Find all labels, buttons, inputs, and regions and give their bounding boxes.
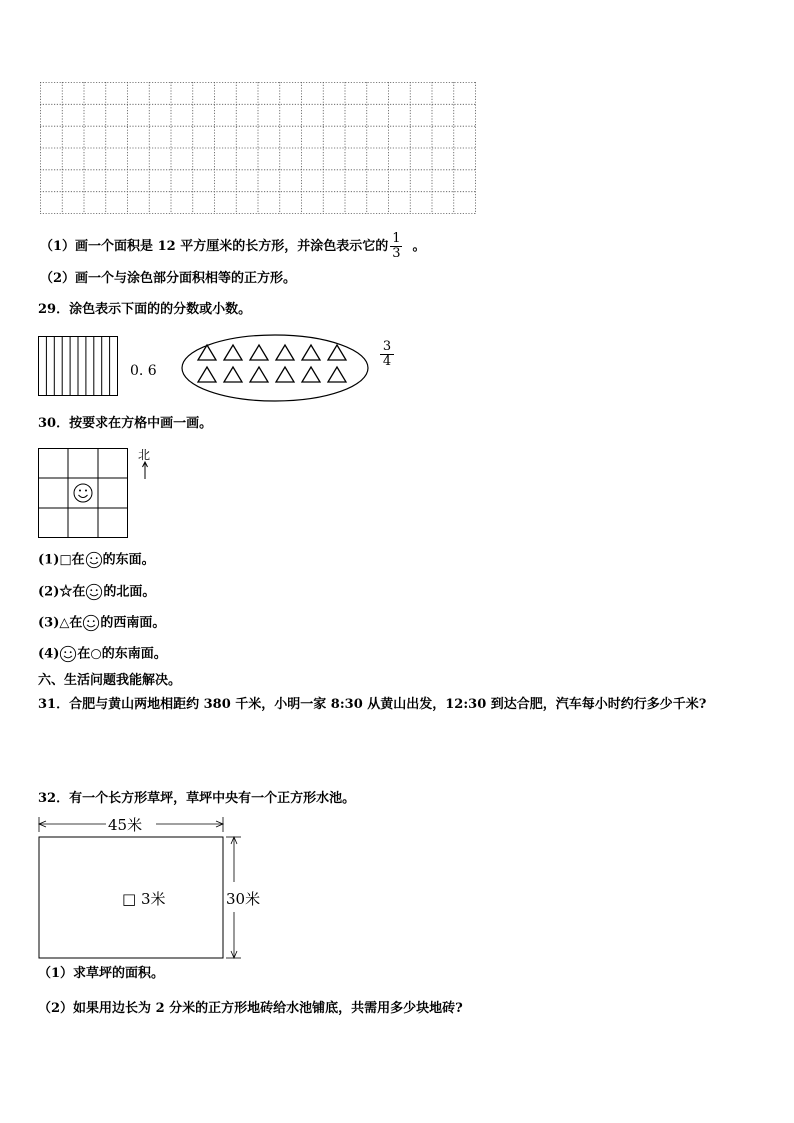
triangle-icon [328, 367, 346, 382]
q32-title: 32．有一个长方形草坪，草坪中央有一个正方形水池。 [38, 791, 356, 806]
triangle-icon [276, 367, 294, 382]
smiley-icon [82, 614, 100, 632]
q30-item-suffix: 的东面。 [102, 552, 155, 568]
triangle-icon [198, 345, 216, 360]
north-label: 北 [138, 448, 151, 462]
q28-sub1 [40, 232, 426, 261]
smiley-icon [59, 645, 77, 663]
q28-fraction [390, 232, 402, 261]
triangle-icon [250, 345, 268, 360]
q30-item-suffix: 的西南面。 [100, 615, 166, 631]
q29-frac-den: 4 [382, 354, 392, 369]
smiley-icon [85, 583, 103, 601]
pool-label: □ 3米 [122, 890, 166, 908]
dotted-drawing-grid[interactable] [40, 82, 476, 214]
q30-item [38, 645, 167, 663]
direction-grid[interactable] [38, 448, 130, 540]
triangle-icon [198, 367, 216, 382]
triangle-oval[interactable] [180, 333, 370, 403]
q29-frac-num: 3 [380, 340, 394, 355]
q30-item-prefix: (3)△在 [38, 615, 83, 631]
smiley-icon [74, 484, 92, 502]
smiley-icon [85, 551, 103, 569]
q28-sub1-text: （1）画一个面积是 12 平方厘米的长方形，并涂色表示它的 [40, 239, 389, 254]
q30-item-suffix: 在○的东南面。 [77, 646, 167, 662]
q32-sub2: （2）如果用边长为 2 分米的正方形地砖给水池铺底，共需用多少块地砖? [38, 1001, 463, 1016]
triangle-icon [224, 345, 242, 360]
triangle-icon [224, 367, 242, 382]
q30-title: 30．按要求在方格中画一画。 [38, 416, 213, 431]
q28-frac-num: 1 [392, 231, 401, 246]
q30-item-suffix: 的北面。 [103, 584, 156, 600]
triangle-icon [302, 367, 320, 382]
north-arrow-icon [140, 460, 150, 480]
q28-frac-den: 3 [392, 246, 401, 261]
q30-item [38, 614, 165, 632]
q31-text: 31．合肥与黄山两地相距约 380 千米，小明一家 8:30 从黄山出发，12:30 到达合肥，汽车每小时约行多少千米? [38, 697, 707, 712]
q30-item-prefix: (2)☆在 [38, 584, 86, 600]
striped-rectangle[interactable] [38, 336, 120, 398]
section-6-heading: 六、生活问题我能解决。 [38, 673, 182, 688]
lawn-width-label: 45米 [108, 816, 143, 834]
lawn-height-label: 30米 [226, 890, 261, 908]
q30-item-prefix: (1)□在 [38, 552, 85, 568]
q30-item-prefix: (4) [38, 646, 60, 662]
q28-sub1-suffix: 。 [412, 239, 426, 254]
q29-title: 29．涂色表示下面的的分数或小数。 [38, 302, 252, 317]
q29-decimal: 0. 6 [130, 363, 157, 379]
triangle-icon [276, 345, 294, 360]
q28-sub2: （2）画一个与涂色部分面积相等的正方形。 [40, 271, 297, 286]
q30-item [38, 583, 155, 601]
triangle-icon [328, 345, 346, 360]
triangle-icon [302, 345, 320, 360]
triangle-icon [250, 367, 268, 382]
q29-fraction [380, 340, 394, 369]
q30-item [38, 551, 155, 569]
q32-sub1: （1）求草坪的面积。 [38, 966, 165, 981]
lawn-diagram[interactable] [36, 812, 268, 962]
